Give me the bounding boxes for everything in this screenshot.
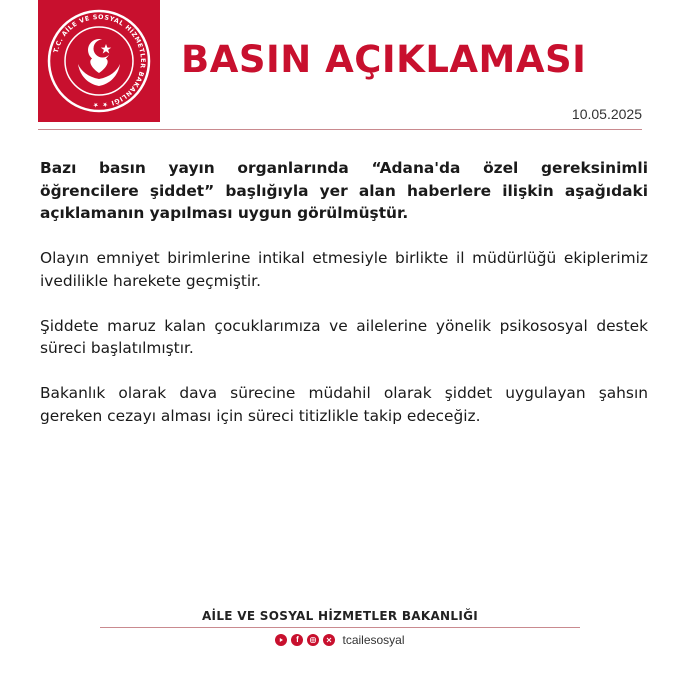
statement-paragraph-lead: Bazı basın yayın organlarında “Adana'da özel gereksinimli öğrencilere şiddet” başlığıyla yer alan haberlere ilişkin aşağıdaki açıklamanın yapılması uygun görülmüştür. [40,159,648,222]
instagram-icon[interactable] [307,634,319,646]
ministry-seal-icon [38,0,160,122]
release-date: 10.05.2025 [571,106,642,122]
ministry-logo [38,0,160,122]
page-title: BASIN AÇIKLAMASI [181,38,587,81]
social-handle[interactable]: tcailesosyal [342,633,405,647]
statement-body [40,157,648,450]
statement-paragraph: Şiddete maruz kalan çocuklarımıza ve ailelerine yönelik psikososyal destek süreci başlatılmıştır. [40,316,648,357]
facebook-icon[interactable]: f [291,634,303,646]
statement-paragraph: Olayın emniyet birimlerine intikal etmesiyle birlikte il müdürlüğü ekiplerimiz ivedilikle harekete geçmiştir. [40,249,648,290]
social-links [0,633,680,647]
svg-text:T.C. AİLE VE SOSYAL HİZMETLER: T.C. AİLE VE SOSYAL HİZMETLER BAKANLIĞI ★ ★ [52,13,147,109]
footer-divider [100,627,580,628]
statement-paragraph: Bakanlık olarak dava sürecine müdahil olarak şiddet uygulayan şahsın gereken cezayı alması için süreci titizlikle takip edeceğiz. [40,384,648,425]
x-icon[interactable] [323,634,335,646]
header-divider [38,129,642,130]
youtube-icon[interactable] [275,634,287,646]
footer-organization: AİLE VE SOSYAL HİZMETLER BAKANLIĞI [201,609,479,623]
